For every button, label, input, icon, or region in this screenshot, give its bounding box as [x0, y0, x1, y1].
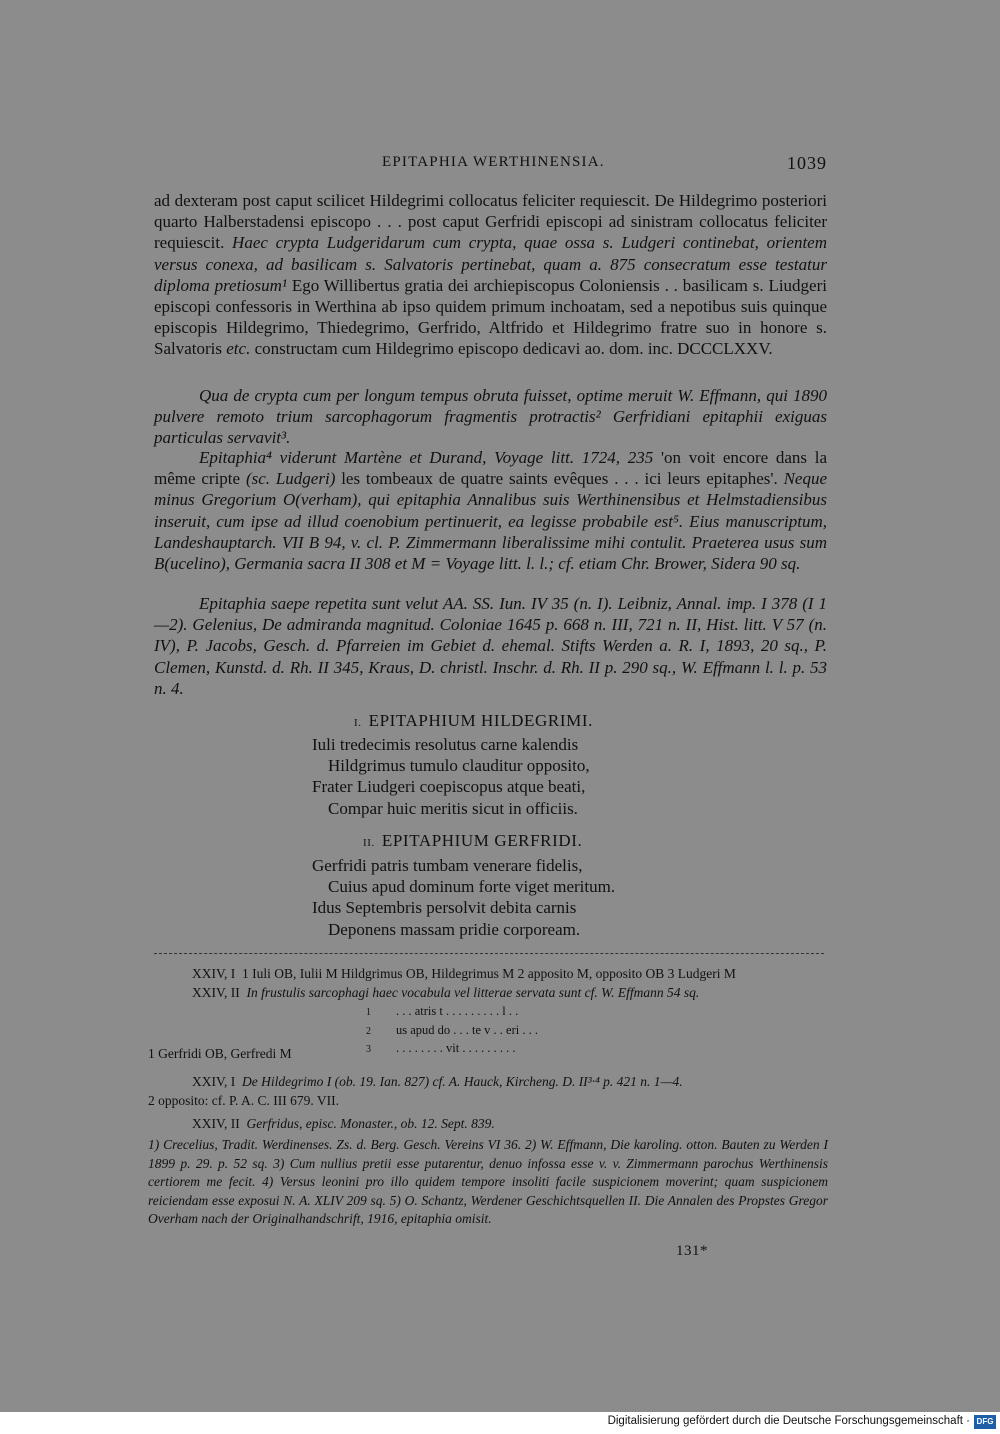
- text-segment: Haec crypta Ludgeridarum cum crypta, quae ossa s. Ludgeri continebat, orientem versus conexa, ad basilicam s. Salvatoris pertinebat, quam a. 875 consecratum esse testatur diploma pretiosum¹: [154, 233, 828, 295]
- fragment-number: 1: [366, 1007, 371, 1018]
- verse-line: Gerfridi patris tumbam venerare fidelis,: [312, 856, 583, 875]
- apparatus-row: [148, 983, 828, 1002]
- epitaph-1-number: I.: [354, 717, 362, 729]
- fragment-line: [366, 1003, 538, 1022]
- verse-line: Frater Liudgeri coepiscopus atque beati,: [312, 777, 586, 797]
- commentary-text: De Hildegrimo I (ob. 19. Ian. 827) cf. A. Hauck, Kircheng. D. II³·⁴ p. 421 n. 1—4.: [242, 1074, 683, 1089]
- text-segment: Qua de crypta cum per longum tempus obruta fuisset, optime meruit W. Effmann, qui 1890 pulvere remoto trium sarcophagorum fragmentis protractis² Gerfridiani epitaphii exiguas particulas servavit³.: [154, 386, 827, 448]
- separator-rule: [154, 953, 824, 954]
- critical-apparatus: [148, 964, 828, 1002]
- epitaph-2-number: II.: [363, 837, 375, 849]
- text-segment: 'on voit encore dans la même cripte: [154, 448, 827, 489]
- apparatus-text: 1 Iuli OB, Iulii M Hildgrimus OB, Hildegrimus M 2 apposito M, opposito OB 3 Ludgeri M: [242, 966, 736, 981]
- dfg-logo-icon: DFG: [974, 1415, 996, 1429]
- footer-bar: [0, 1412, 1000, 1434]
- text-segment: Ego Willibertus gratia dei archiepiscopus Coloniensis . . basilicam s. Liudgeri episcopi confessoris in Werthina ab ipso quidem primum inchoatam, sed a nepotibus suis quinque episcopis Hildegrimo, Thiedegrimo, Gerfrido, Altfrido et Hildegrimo fratre suo in honore s. Salvatoris: [154, 275, 827, 359]
- text-segment: (sc. Ludgeri): [245, 469, 336, 489]
- epitaph-1-verse: [312, 734, 590, 819]
- commentary-row: [148, 1072, 828, 1091]
- epitaph-2-heading: [363, 831, 582, 851]
- verse-line: Compar huic meritis sicut in officiis.: [328, 798, 578, 818]
- text-segment: Epitaphia saepe repetita sunt velut AA. SS. Iun. IV 35 (n. I). Leibniz, Annal. imp. I 378 (I 1—2). Gelenius, De admiranda magnitud. Coloniae 1645 p. 668 n. III, 721 n. II, Hist. litt. V 57 (n. IV), P. Jacobs, Gesch. d. Pfarreien im Gebiet d. ehemal. Stifts Werden a. R. I, 1893, 20 sq., P. Clemen, Kunstd. d. Rh. II 345, Kraus, D. christl. Inschr. d. Rh. II p. 290 sq., W. Effmann l. l. p. 53 n. 4.: [154, 594, 827, 698]
- text-segment: les tombeaux de quatre saints evêques . . . ici leurs epitaphes'.: [335, 469, 784, 489]
- text-segment: Epitaphia⁴ viderunt Martène et Durand, Voyage litt. 1724, 235: [199, 448, 654, 467]
- historical-commentary: [148, 1072, 828, 1133]
- text-segment: ad dexteram post caput scilicet Hildegrimi collocatus feliciter requiescit. De Hildegrimo posteriori quarto Halberstadensi episcopo . . . post caput Gerfridi episcopi ad sinistram collocatus feliciter requiescit.: [154, 191, 827, 253]
- footer-credit: Digitalisierung gefördert durch die Deutsche Forschungsgemeinschaft ·: [607, 1415, 970, 1427]
- fragment-text: . . . . . . . . vit . . . . . . . . .: [396, 1041, 516, 1055]
- epitaph-2-verse: [312, 855, 615, 940]
- fragment-text: . . . atris t . . . . . . . . . l . .: [396, 1004, 519, 1018]
- verse-line: Idus Septembris persolvit debita carnis: [312, 898, 577, 918]
- text-segment: etc.: [226, 339, 251, 359]
- text-segment: constructam cum Hildegrimo episcopo dedicavi ao. dom. inc. DCCCLXXV.: [250, 339, 773, 359]
- paragraph-1: [154, 190, 827, 360]
- paragraph-3: [154, 447, 827, 574]
- running-head-title: EPITAPHIA WERTHINENSIA.: [382, 154, 605, 170]
- verse-line: Cuius apud dominum forte viget meritum.: [328, 877, 616, 897]
- commentary-ref: XXIV, I: [192, 1074, 236, 1089]
- sheet-signature: 131*: [676, 1243, 708, 1259]
- epitaph-2-title: EPITAPHIUM GERFRIDI.: [381, 831, 583, 850]
- fragment-number: 2: [366, 1025, 371, 1037]
- fragment-text: us apud do . . . te v . . eri . . .: [396, 1022, 538, 1037]
- apparatus-ref: XXIV, II: [192, 985, 240, 1000]
- footnotes: 1) Crecelius, Tradit. Werdinenses. Zs. d. Berg. Gesch. Vereins VI 36. 2) W. Effmann, Die karoling. otton. Bauten zu Werden I 1899 p. 29. p. 52 sq. 3) Cum nullius pretii esse putarentur, denuo infossa esse v. v. Zimmermann parochus Werthinensis certiorem me fecit. 4) Versus leonini pro illo quidem tempore insoliti facile suspicionem moverint; quam suspicionem reiciendam esse exposui N. A. XLIV 209 sq. 5) O. Schantz, Werdener Geschichtsquellen II. Die Annalen des Propstes Gregor Overham nach der Originalhandschrift, 1916, epitaphia omisit.: [148, 1137, 828, 1227]
- apparatus-row: [148, 964, 828, 983]
- apparatus-text: In frustulis sarcophagi haec vocabula vel litterae servata sunt cf. W. Effmann 54 sq.: [246, 985, 700, 1000]
- paragraph-4: [154, 593, 827, 699]
- commentary-ref: XXIV, II: [192, 1116, 240, 1131]
- fragment-line: [366, 1022, 538, 1041]
- epitaph-1-title: EPITAPHIUM HILDEGRIMI.: [368, 711, 593, 730]
- epitaph-1-heading: [354, 711, 593, 731]
- apparatus-row: 1 Gerfridi OB, Gerfredi M: [148, 1046, 292, 1061]
- apparatus-verse-note: [148, 1044, 828, 1063]
- running-head: [0, 154, 1000, 176]
- commentary-row: [148, 1114, 828, 1133]
- commentary-row: 2 opposito: cf. P. A. C. III 679. VII.: [148, 1093, 339, 1108]
- verse-line: Iuli tredecimis resolutus carne kalendis: [312, 735, 579, 754]
- paragraph-2: [154, 385, 827, 449]
- fragment-number: 3: [366, 1044, 371, 1055]
- page-number: 1039: [787, 153, 827, 173]
- verse-line: Hildgrimus tumulo clauditur opposito,: [328, 756, 590, 776]
- verse-line: Deponens massam pridie corpoream.: [328, 919, 581, 939]
- text-segment: Neque minus Gregorium O(verham), qui epitaphia Annalibus suis Werthinensibus et Helmstadiensibus inseruit, cum ipse ad illud coenobium pertinuerit, ea legisse probabile est⁵. Eius manuscriptum, Landeshauptarch. VII B 94, v. cl. P. Zimmermann liberalissime mihi contulit. Praeterea usus sum B(ucelino), Germania sacra II 308 et M = Voyage litt. l. l.; cf. etiam Chr. Brower, Sidera 90 sq.: [154, 469, 827, 574]
- commentary-text: Gerfridus, episc. Monaster., ob. 12. Sept. 839.: [246, 1116, 495, 1131]
- apparatus-ref: XXIV, I: [192, 966, 236, 981]
